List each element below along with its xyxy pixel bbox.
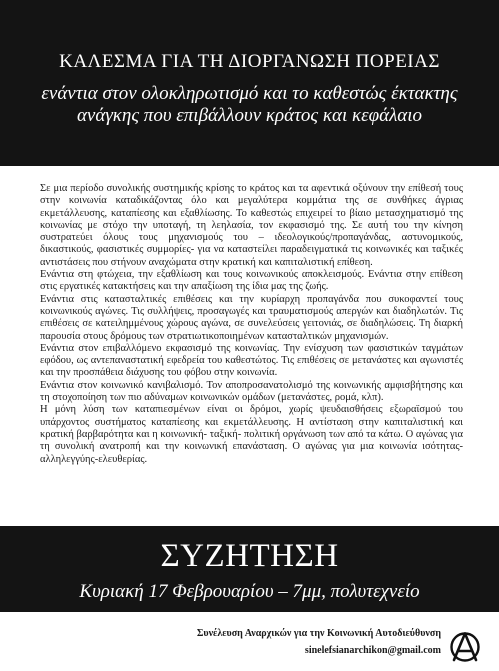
event-band [0,526,499,612]
body-paragraph: Ενάντια στη φτώχεια, την εξαθλίωση και τους κοινωνικούς αποκλεισμούς. Ενάντια στην επίθεση στις εργατικές κατακτήσεις και την απαξίωση της ίδια μας της ζωής. [40,269,463,293]
body-paragraph: Ενάντια στον κοινωνικό κανιβαλισμό. Τον αποπροσανατολισμό της κοινωνικής αμφισβήτησης και τη στοχοποίηση των πιο αδύναμων κοινωνικών ομάδων (μετανάστες, ρομά, κλπ). [40,379,463,404]
header-subtitle-line-1: ενάντια στον ολοκληρωτισμό και το καθεστώς έκτακτης [41,83,458,104]
event-title: ΣΥΖΗΤΗΣΗ [160,538,339,574]
footer-email: sinelefsianarchikon@gmail.com [304,645,441,656]
header-band [0,0,499,166]
body-text [40,183,463,466]
footer-organization: Συνέλευση Αναρχικών για την Κοινωνική Αυτοδιεύθυνση [196,628,441,639]
body-paragraph: Η μόνη λύση των καταπιεσμένων είναι οι δρόμοι, χωρίς ψευδαισθήσεις εξωραϊσμού του υπάρχοντος συστήματος καταπίεσης και εκμετάλλευσης. Η αντίσταση στην καπιταλιστική και κρατική βαρβαρότητα και η κοινωνική- ταξική- πολιτική οργάνωση των από τα κάτω. Ο αγώνας για τη συνολική ανατροπή και την κοινωνική επανάσταση. Ο αγώνας για μια κοινωνία ισότητας-αλληλεγγύης-ελευθερίας. [40,404,463,465]
circle-a-anarchy-icon [449,631,481,663]
footer [0,612,499,671]
header-title: ΚΑΛΕΣΜΑ ΓΙΑ ΤΗ ΔΙΟΡΓΑΝΩΣΗ ΠΟΡΕΙΑΣ [59,51,440,72]
body-paragraph: Ενάντια στον επιβαλλόμενο εκφασισμό της κοινωνίας. Την ενίσχυση των φασιστικών ταγμάτων εφόδου, ως αντεπαναστατική εφεδρεία του καθεστώτος. Τις επιθέσεις σε μετανάστες και αγωνιστές και την προσπάθεια διάχυσης του φόβου στην κοινωνία. [40,342,463,379]
event-details: Κυριακή 17 Φεβρουαρίου – 7μμ, πολυτεχνείο [79,581,420,602]
header-subtitle-line-2: ανάγκης που επιβάλλουν κράτος και κεφάλαιο [76,105,423,126]
body-paragraph: Ενάντια στις κατασταλτικές επιθέσεις και την κυρίαρχη προπαγάνδα που συκοφαντεί τους κοινωνικούς αγώνες. Τις συλλήψεις, προσαγωγές και τραυματισμούς απεργών και διαδηλωτών. Τις επιθέσεις σε κατειλημμένους χώρους αγώνα, σε συνελεύσεις γειτονιάς, σε διαδηλώσεις. Τη διαρκή παρουσία στους δρόμους των στρατιωτικοποιημένων κατασταλτικών μηχανισμών. [40,293,463,342]
body-paragraph: Σε μια περίοδο συνολικής συστημικής κρίσης το κράτος και τα αφεντικά οξύνουν την επίθεσή τους στην κοινωνία καταδικάζοντας όλο και μεγαλύτερα κομμάτια της σε συνθήκες άγριας εκμετάλλευσης, καταπίεσης και εξαθλίωσης. Το καθεστώς επιχειρεί το βίαιο μετασχηματισμό της κοινωνίας με στόχο την υποταγή, τη λεηλασία, τον εκφασισμό της. Σε αυτή του την κίνηση συστρατεύει όλους τους μηχανισμούς του – ιδεολογικούς/προπαγάνδας, αστυνομικούς, δικαστικούς, φασιστικές συμμορίες- για να καταστείλει παραδειγματικά τις κοινωνικές και ταξικές αντιστάσεις που στήνουν αναχώματα στην κρατική και καπιταλιστική επίθεση. [40,183,463,268]
header-subtitle [10,83,489,127]
